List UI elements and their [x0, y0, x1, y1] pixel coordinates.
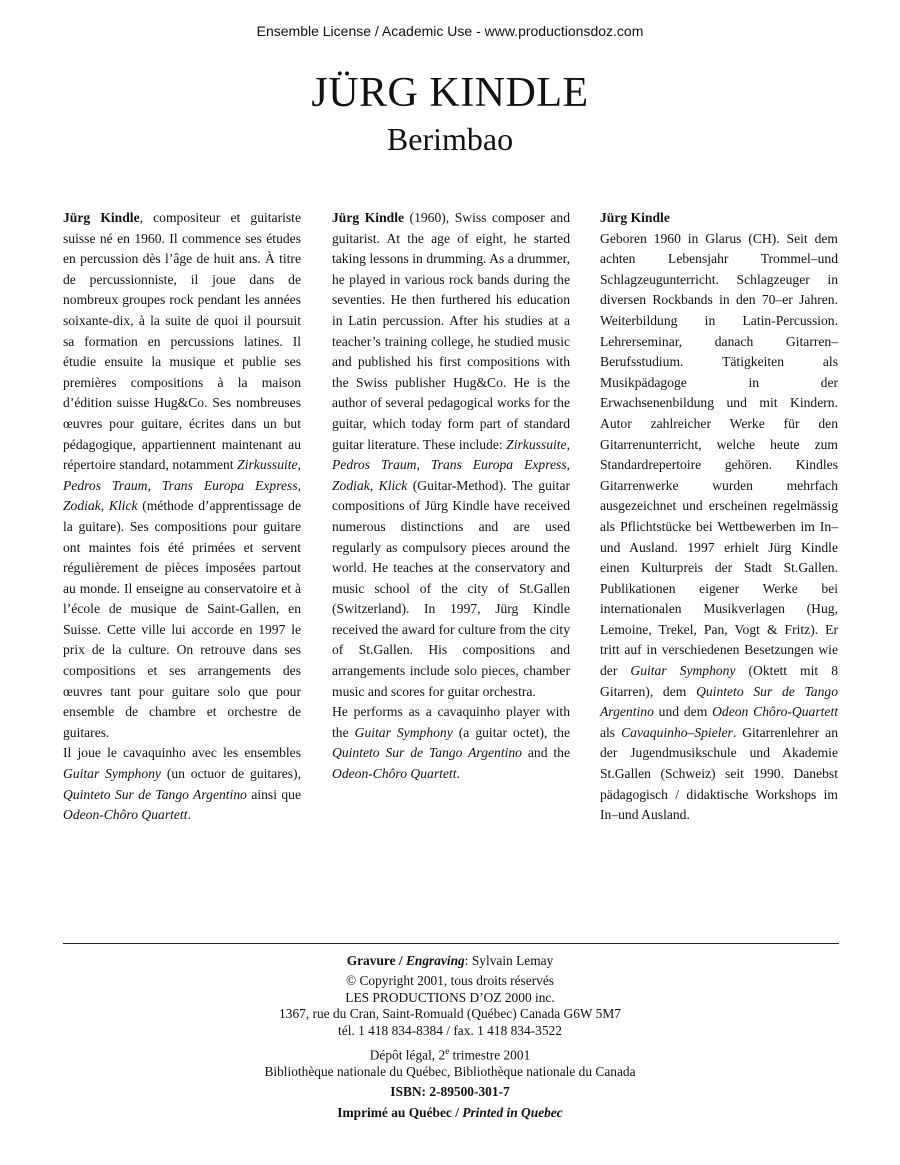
text-run: ,	[297, 477, 302, 493]
credits-footer	[0, 953, 900, 1121]
address: 1367, rue du Cran, Saint-Romuald (Québec) Canada G6W 5M7	[279, 1006, 621, 1022]
text-run: . Gitarrenlehrer an der Jugendmusikschule und Akademie St.Gallen (Schweiz) seit 1990. Danebst pädagogisch / didaktische Workshops im In–und Ausland.	[600, 724, 838, 823]
bio-paragraph	[332, 208, 570, 702]
text-run: Guitar Symphony	[63, 766, 161, 782]
text-run: Odeon Chôro-Quartett	[712, 704, 838, 720]
text-run: ,	[566, 436, 570, 452]
piece-title: Berimbao	[386, 121, 514, 157]
text-run: and the	[521, 745, 570, 761]
text-run: (1960), Swiss composer and guitarist. At the age of eight, he started taking lessons in drumming. As a drummer, he played in various rock bands during the seventies. He then furthered his education in Latin percussion. After his studies at a teacher’s training college, he studied music and published his first compositions with the Swiss publisher Hug&Co. He is the author of several pedagogical works for the guitar, which today form part of standard guitar literature. These include:	[332, 210, 570, 452]
text-run: Quinteto Sur de Tango Argentino	[600, 683, 838, 720]
text-run: , compositeur et guitariste suisse né en 1960. Il commence ses études en percussion dès l’âge de huit ans. À titre de percussionniste, il joue dans de nombreux groupes rock pendant les années soixante-dix, à la suite de quoi il poursuit sa formation en percussions latines. Il étudie ensuite la musique et publie ses premières compositions à la maison d’édition suisse Hug&Co. Ses nombreuses œuvres pour guitare, écrites dans un but pédagogique, appartiennent maintenant au répertoire standard, notamment	[63, 210, 301, 473]
composer-name: JÜRG KINDLE	[311, 70, 589, 116]
text-run: Quinteto Sur de Tango Argentino	[332, 745, 522, 761]
text-run: ,	[147, 477, 162, 493]
text-run: Zirkussuite	[237, 457, 298, 473]
text-run: (a guitar octet), the	[452, 724, 571, 740]
text-run: Jürg Kindle	[600, 210, 670, 225]
engraving-label-en: Engraving	[405, 953, 465, 968]
libraries: Bibliothèque nationale du Québec, Bibliothèque nationale du Canada	[264, 1063, 636, 1079]
text-run: ,	[297, 457, 301, 473]
text-run: Odeon-Chôro Quartett	[332, 766, 457, 782]
text-run: Jürg Kindle	[332, 210, 405, 225]
text-run: Il joue le cavaquinho avec les ensembles	[63, 745, 301, 761]
text-run: (Guitar-Method). The guitar compositions of Jürg Kindle have received numerous distinctions and are used regularly as compulsory pieces around the world. He teaches at the conservatory and music school of the city of St.Gallen (Switzerland). In 1997, Jürg Kindle received the award for culture from the city of St.Gallen. His compositions and arrangements include solo pieces, chamber music and scores for guitar orchestra.	[332, 477, 571, 699]
text-run: ,	[100, 498, 109, 514]
text-run: ,	[369, 477, 379, 493]
license-header: Ensemble License / Academic Use - www.productionsdoz.com	[256, 23, 644, 39]
depot-sup: e	[445, 1046, 450, 1057]
engraving-line	[0, 953, 900, 969]
text-run: und dem	[653, 704, 713, 720]
legal-deposit	[0, 1043, 900, 1064]
text-run: ,	[566, 457, 571, 473]
bio-paragraph	[600, 208, 838, 229]
bio-french	[63, 208, 301, 826]
text-run: Zirkussuite	[506, 436, 567, 452]
engraver: : Sylvain Lemay	[464, 953, 554, 968]
text-run: .	[456, 766, 460, 782]
text-run: Odeon-Chôro Quartett	[63, 807, 188, 823]
text-run: Quinteto Sur de Tango Argentino	[63, 786, 247, 802]
bio-german	[600, 208, 838, 826]
text-run: als	[600, 724, 622, 740]
bio-paragraph	[63, 208, 301, 743]
text-run: Pedros Traum	[332, 457, 417, 473]
isbn: ISBN: 2-89500-301-7	[390, 1084, 510, 1100]
text-run: Cavaquinho–Spieler	[621, 724, 733, 740]
text-run: .	[187, 807, 191, 823]
printed-en: Printed in Quebec	[462, 1104, 563, 1120]
printed-fr: Imprimé au Québec /	[337, 1104, 463, 1120]
bio-paragraph	[63, 743, 301, 825]
text-run: ,	[416, 457, 431, 473]
text-run: Klick	[108, 498, 138, 514]
bio-paragraph	[332, 702, 570, 784]
text-run: Zodiak	[63, 498, 101, 514]
text-run: (méthode d’apprentissage de la guitare). Ses compositions pour guitare ont maintes fois été primées et servent régulièrement de pièces imposées partout au monde. Il enseigne au conservatoire et à l’école de musique de Saint-Gallen, en Suisse. Cette ville lui accorde en 1997 le prix de la culture. On retrouve dans ses compositions et ses arrangements des œuvres tant pour guitare solo que pour ensemble de chambre et orchestre de guitares.	[63, 498, 301, 740]
phone-fax: tél. 1 418 834-8384 / fax. 1 418 834-3522	[338, 1022, 562, 1038]
text-run: ainsi que	[246, 786, 301, 802]
text-run: Guitar Symphony	[354, 724, 453, 740]
bio-paragraph	[600, 229, 838, 826]
divider	[63, 943, 839, 944]
text-run: Trans Europa Express	[161, 477, 298, 493]
printed-in	[0, 1105, 900, 1121]
text-run: Pedros Traum	[63, 477, 148, 493]
text-run: Geboren 1960 in Glarus (CH). Seit dem achten Lebensjahr Trommel–und Schlagzeugunterricht. Schlagzeuger in diversen Rockbands in den 70–er Jahren. Weiterbildung in Latin-Percussion. Lehrerseminar, danach Gitarren–Berufsstudium. Tätigkeiten als Musikpädagoge in der Erwachsenenbildung und mit Kindern. Autor zahlreicher Werke für den Gitarrenunterricht, welche heute zum Standardrepertoire gehören. Kindles Gitarrenwerke wurden mehrfach ausgezeichnet und erscheinen regelmässig als Pflichtstücke bei Wettbewerben im In–und Ausland. 1997 erhielt Jürg Kindle einen Kulturpreis der Stadt St.Gallen. Publikationen eigener Werke bei internationalen Musikverlagen (Hug, Lemoine, Trekel, Pan, Vogt & Fritz). Er tritt auf in verschiedenen Besetzungen wie der	[600, 230, 838, 679]
text-run: He performs as a cavaquinho player with the	[332, 704, 570, 740]
text-run: Klick	[378, 477, 408, 493]
copyright: © Copyright 2001, tous droits réservés	[345, 973, 555, 989]
text-run: Guitar Symphony	[630, 663, 736, 679]
bio-english	[332, 208, 570, 785]
text-run: Zodiak	[332, 477, 370, 493]
text-run: Trans Europa Express	[430, 457, 567, 473]
text-run: (Oktett mit 8 Gitarren), dem	[600, 663, 838, 699]
depot-prefix: Dépôt légal, 2	[369, 1047, 446, 1063]
publisher: LES PRODUCTIONS D’OZ 2000 inc.	[345, 989, 555, 1005]
engraving-label: Gravure /	[346, 953, 406, 968]
text-run: (un octuor de guitares),	[160, 766, 301, 782]
text-run: Jürg Kindle	[63, 210, 140, 225]
depot-suffix: trimestre 2001	[449, 1047, 531, 1063]
